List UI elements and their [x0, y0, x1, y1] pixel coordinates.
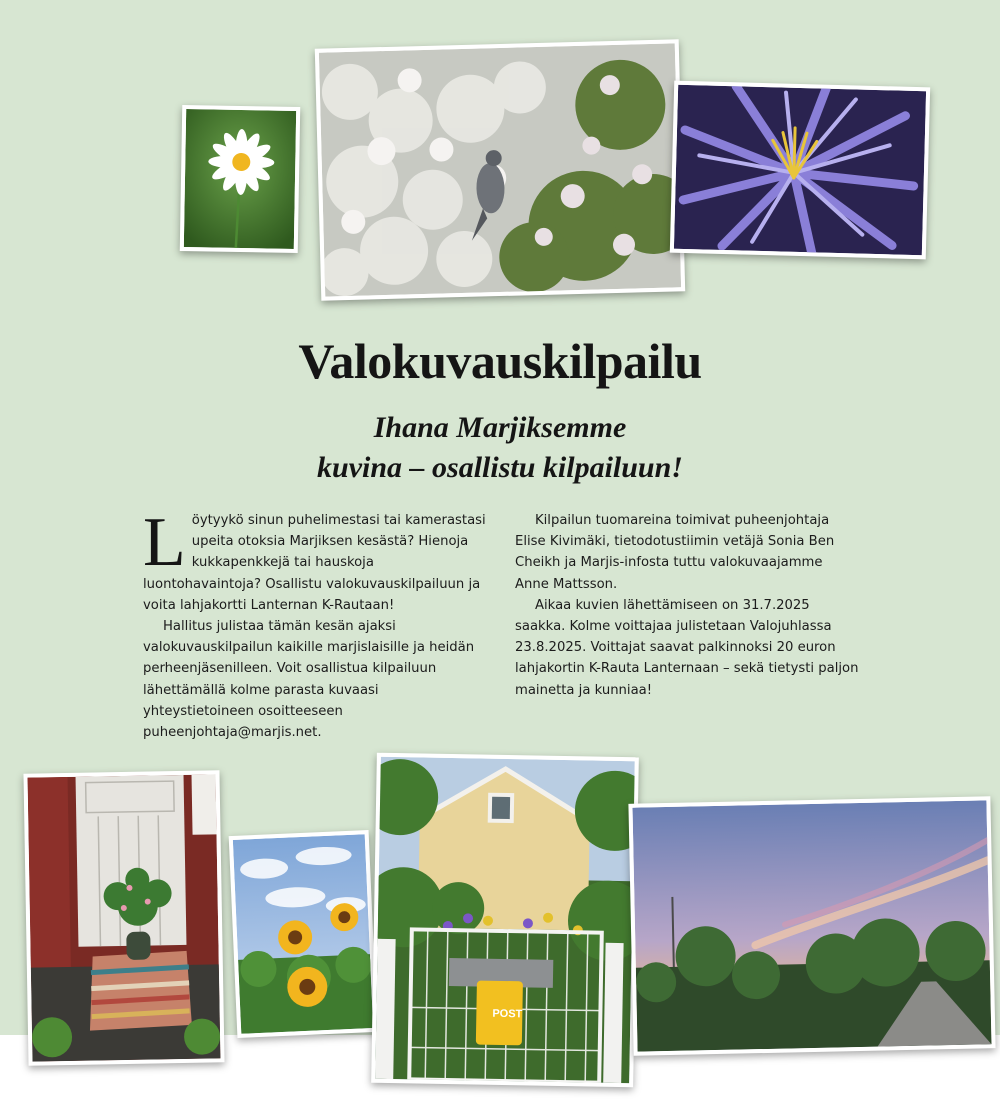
- sunset-garden-photo: [628, 796, 995, 1056]
- left-paragraph-1-text: öytyykö sinun puhelimestasi tai kamerastasi upeita otoksia Marjiksen kesästä? Hienoja kukkapenkkejä tai hauskoja luontohavaintoja? Osallistu valokuvauskilpailuun ja voita lahjakortti Lanternan K-Rautaan!: [143, 513, 486, 613]
- right-paragraph-2: Aikaa kuvien lähettämiseen on 31.7.2025 saakka. Kolme voittajaa julistetaan Valojuhlassa 23.8.2025. Voittajat saavat palkinnoksi 20 euron lahjakortin K-Rauta Lanternaan – sekä tietysti paljon mainetta ja kunniaa!: [515, 597, 859, 698]
- bird-in-blossom-photo: [315, 39, 685, 300]
- sunflower-photo: [229, 830, 378, 1038]
- mailbox-cottage-photo: [371, 753, 639, 1088]
- right-text-column: [515, 510, 860, 701]
- right-paragraph-1: Kilpailun tuomareina toimivat puheenjohtaja Elise Kivimäki, tietodotustiimin vetäjä Sonia Ben Cheikh ja Marjis-infosta tuttu valokuvaajamme Anne Mattsson.: [515, 513, 835, 592]
- subtitle-line-1: Ihana Marjiksemme: [373, 411, 627, 444]
- clematis-photo: [670, 81, 930, 260]
- article-subtitle: [0, 408, 1000, 488]
- left-paragraph-2: Hallitus julistaa tämän kesän ajaksi valokuvauskilpailun kaikille marjislaisille ja heidän perheenjäsenilleen. Voit osallistua kilpailuun lähettämällä kolme parasta kuvaasi yhteystietoineen osoitteeseen puheenjohtaja@marjis.net.: [143, 619, 475, 741]
- left-paragraph-1: [143, 504, 488, 616]
- doorway-photo: [23, 770, 224, 1065]
- article-title: Valokuvauskilpailu: [298, 333, 702, 389]
- mailbox-label: POST: [492, 1007, 523, 1021]
- subtitle-line-2: kuvina – osallistu kilpailuun!: [317, 451, 683, 484]
- daisy-photo: [180, 105, 301, 253]
- left-text-column: [143, 504, 488, 743]
- drop-cap: L: [143, 504, 186, 581]
